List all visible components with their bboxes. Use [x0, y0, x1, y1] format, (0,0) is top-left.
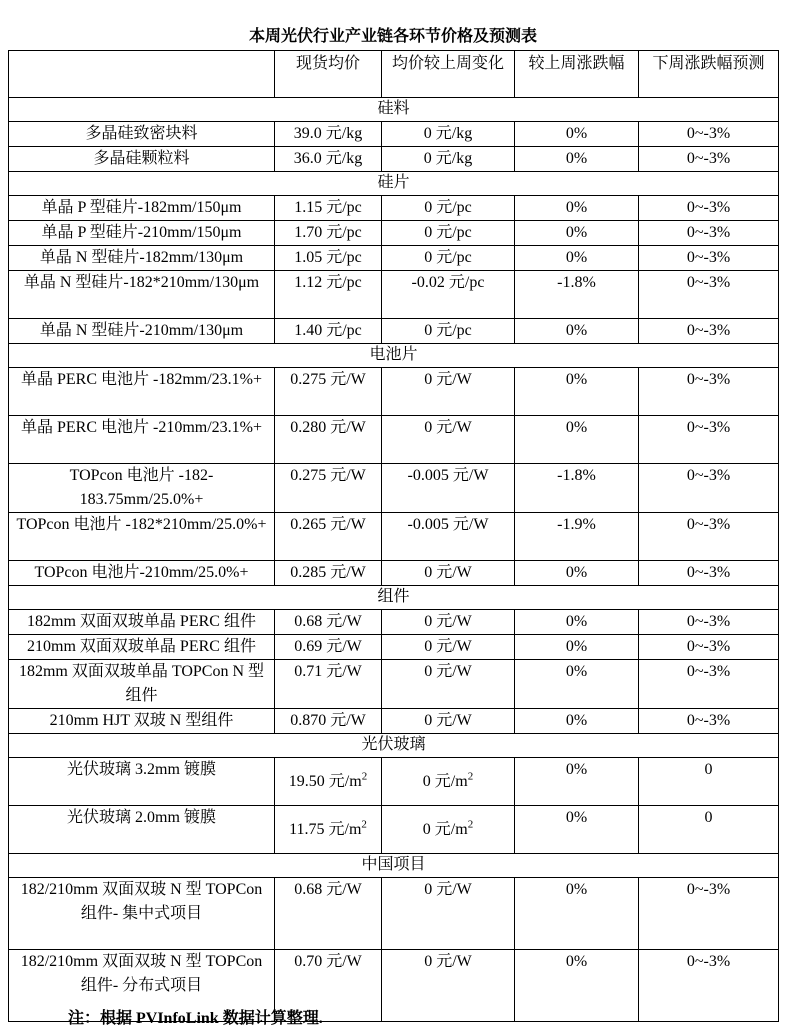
forecast-cell: 0~-3% — [639, 635, 779, 660]
change-cell: 0 元/W — [382, 878, 515, 950]
item-cell: 182mm 双面双玻单晶 TOPCon N 型组件 — [9, 660, 275, 709]
item-cell: 多晶硅致密块料 — [9, 122, 275, 147]
item-cell: 210mm HJT 双玻 N 型组件 — [9, 709, 275, 734]
item-cell: 单晶 P 型硅片-182mm/150μm — [9, 196, 275, 221]
change-unit-exponent: 2 — [467, 818, 474, 831]
pct-cell: 0% — [515, 416, 639, 464]
change-cell: 0 元/kg — [382, 122, 515, 147]
forecast-cell: 0~-3% — [639, 464, 779, 513]
pct-cell: 0% — [515, 147, 639, 172]
table-row — [9, 709, 779, 734]
pct-cell: 0% — [515, 878, 639, 950]
pct-cell: -1.8% — [515, 464, 639, 513]
table-row — [9, 878, 779, 950]
section-cell: 电池片 — [9, 344, 779, 368]
price-cell — [275, 758, 382, 806]
pct-cell: -1.8% — [515, 271, 639, 319]
table-row — [9, 758, 779, 806]
price-cell: 0.71 元/W — [275, 660, 382, 709]
price-cell: 36.0 元/kg — [275, 147, 382, 172]
header-price: 现货均价 — [275, 51, 382, 98]
table-row — [9, 246, 779, 271]
price-unit-exponent: 2 — [361, 818, 367, 831]
item-cell: 光伏玻璃 2.0mm 镀膜 — [9, 806, 275, 854]
forecast-cell: 0~-3% — [639, 660, 779, 709]
table-title: 本周光伏行业产业链各环节价格及预测表 — [248, 28, 537, 45]
pct-cell: 0% — [515, 610, 639, 635]
change-cell: -0.005 元/W — [382, 513, 515, 561]
price-value: 11.75 元/m — [289, 821, 362, 838]
item-cell: 单晶 P 型硅片-210mm/150μm — [9, 221, 275, 246]
table-row — [9, 610, 779, 635]
price-cell: 0.280 元/W — [275, 416, 382, 464]
pct-cell: 0% — [515, 221, 639, 246]
header-row — [9, 51, 779, 98]
pct-cell: 0% — [515, 368, 639, 416]
change-cell — [382, 758, 515, 806]
item-cell: TOPcon 电池片-210mm/25.0%+ — [9, 561, 275, 586]
forecast-cell: 0~-3% — [639, 610, 779, 635]
table-row — [9, 147, 779, 172]
forecast-cell: 0~-3% — [639, 147, 779, 172]
price-cell: 0.70 元/W — [275, 950, 382, 1022]
price-cell: 0.275 元/W — [275, 464, 382, 513]
change-cell — [382, 806, 515, 854]
price-table — [8, 50, 779, 1022]
change-cell: 0 元/pc — [382, 196, 515, 221]
header-change: 均价较上周变化 — [382, 51, 515, 98]
section-module: 组件 — [9, 586, 779, 610]
item-cell: 单晶 N 型硅片-182mm/130μm — [9, 246, 275, 271]
item-cell: 多晶硅颗粒料 — [9, 147, 275, 172]
section-china-projects: 中国项目 — [9, 854, 779, 878]
item-cell: 210mm 双面双玻单晶 PERC 组件 — [9, 635, 275, 660]
forecast-cell: 0~-3% — [639, 368, 779, 416]
price-cell: 1.12 元/pc — [275, 271, 382, 319]
pct-cell: 0% — [515, 635, 639, 660]
table-row — [9, 368, 779, 416]
change-cell: -0.005 元/W — [382, 464, 515, 513]
price-cell: 1.05 元/pc — [275, 246, 382, 271]
price-cell: 1.40 元/pc — [275, 319, 382, 344]
table-row — [9, 660, 779, 709]
table-row — [9, 806, 779, 854]
item-cell: 单晶 N 型硅片-210mm/130μm — [9, 319, 275, 344]
table-row — [9, 635, 779, 660]
item-cell: 光伏玻璃 3.2mm 镀膜 — [9, 758, 275, 806]
price-cell: 0.275 元/W — [275, 368, 382, 416]
table-row — [9, 319, 779, 344]
price-cell: 0.68 元/W — [275, 610, 382, 635]
table-row — [9, 416, 779, 464]
header-item — [9, 51, 275, 98]
price-unit-exponent: 2 — [361, 770, 368, 783]
forecast-cell: 0~-3% — [639, 122, 779, 147]
change-value: 0 元/m — [422, 821, 468, 838]
section-glass: 光伏玻璃 — [9, 734, 779, 758]
forecast-cell: 0~-3% — [639, 513, 779, 561]
change-value: 0 元/m — [422, 773, 468, 790]
table-row — [9, 196, 779, 221]
forecast-cell: 0~-3% — [639, 221, 779, 246]
item-cell: 单晶 PERC 电池片 -182mm/23.1%+ — [9, 368, 275, 416]
forecast-cell: 0~-3% — [639, 709, 779, 734]
header-forecast: 下周涨跌幅预测 — [639, 51, 779, 98]
table-row — [9, 122, 779, 147]
forecast-cell: 0 — [639, 806, 779, 854]
source-note: 注：根据 PVInfoLink 数据计算整理. — [68, 1010, 323, 1027]
forecast-cell: 0~-3% — [639, 271, 779, 319]
table-row — [9, 221, 779, 246]
pct-cell: 0% — [515, 950, 639, 1022]
change-cell: 0 元/W — [382, 660, 515, 709]
change-cell: 0 元/pc — [382, 221, 515, 246]
item-cell: TOPcon 电池片 -182-183.75mm/25.0%+ — [9, 464, 275, 513]
change-cell: 0 元/kg — [382, 147, 515, 172]
price-cell: 0.285 元/W — [275, 561, 382, 586]
forecast-cell: 0~-3% — [639, 561, 779, 586]
price-cell: 0.870 元/W — [275, 709, 382, 734]
change-cell: 0 元/W — [382, 368, 515, 416]
table-row — [9, 513, 779, 561]
table-row — [9, 464, 779, 513]
pct-cell: 0% — [515, 709, 639, 734]
change-cell: 0 元/W — [382, 416, 515, 464]
forecast-cell: 0~-3% — [639, 950, 779, 1022]
table-row — [9, 271, 779, 319]
pct-cell: 0% — [515, 758, 639, 806]
header-pct: 较上周涨跌幅 — [515, 51, 639, 98]
price-cell: 39.0 元/kg — [275, 122, 382, 147]
section-wafer: 硅片 — [9, 172, 779, 196]
forecast-cell: 0~-3% — [639, 878, 779, 950]
forecast-cell: 0~-3% — [639, 196, 779, 221]
price-cell: 1.70 元/pc — [275, 221, 382, 246]
item-cell: 182mm 双面双玻单晶 PERC 组件 — [9, 610, 275, 635]
price-value: 19.50 元/m — [288, 773, 362, 790]
pct-cell: 0% — [515, 806, 639, 854]
change-cell: 0 元/pc — [382, 246, 515, 271]
price-cell: 1.15 元/pc — [275, 196, 382, 221]
section-polysilicon: 硅料 — [9, 98, 779, 122]
change-cell: 0 元/W — [382, 950, 515, 1022]
pct-cell: 0% — [515, 319, 639, 344]
item-cell: TOPcon 电池片 -182*210mm/25.0%+ — [9, 513, 275, 561]
forecast-cell: 0 — [639, 758, 779, 806]
pct-cell: 0% — [515, 246, 639, 271]
price-cell: 0.265 元/W — [275, 513, 382, 561]
item-cell: 182/210mm 双面双玻 N 型 TOPCon 组件- 分布式项目 — [9, 950, 275, 1022]
forecast-cell: 0~-3% — [639, 246, 779, 271]
forecast-cell: 0~-3% — [639, 319, 779, 344]
change-cell: 0 元/pc — [382, 319, 515, 344]
price-cell: 0.69 元/W — [275, 635, 382, 660]
change-cell: 0 元/W — [382, 709, 515, 734]
pct-cell: 0% — [515, 122, 639, 147]
forecast-cell: 0~-3% — [639, 416, 779, 464]
change-cell: 0 元/W — [382, 610, 515, 635]
price-cell — [275, 806, 382, 854]
pct-cell: 0% — [515, 660, 639, 709]
pct-cell: 0% — [515, 561, 639, 586]
item-cell: 单晶 N 型硅片-182*210mm/130μm — [9, 271, 275, 319]
item-cell: 182/210mm 双面双玻 N 型 TOPCon 组件- 集中式项目 — [9, 878, 275, 950]
change-cell: 0 元/W — [382, 635, 515, 660]
change-cell: -0.02 元/pc — [382, 271, 515, 319]
price-cell: 0.68 元/W — [275, 878, 382, 950]
pct-cell: -1.9% — [515, 513, 639, 561]
item-cell: 单晶 PERC 电池片 -210mm/23.1%+ — [9, 416, 275, 464]
change-unit-exponent: 2 — [467, 770, 474, 783]
pct-cell: 0% — [515, 196, 639, 221]
change-cell: 0 元/W — [382, 561, 515, 586]
table-row — [9, 561, 779, 586]
